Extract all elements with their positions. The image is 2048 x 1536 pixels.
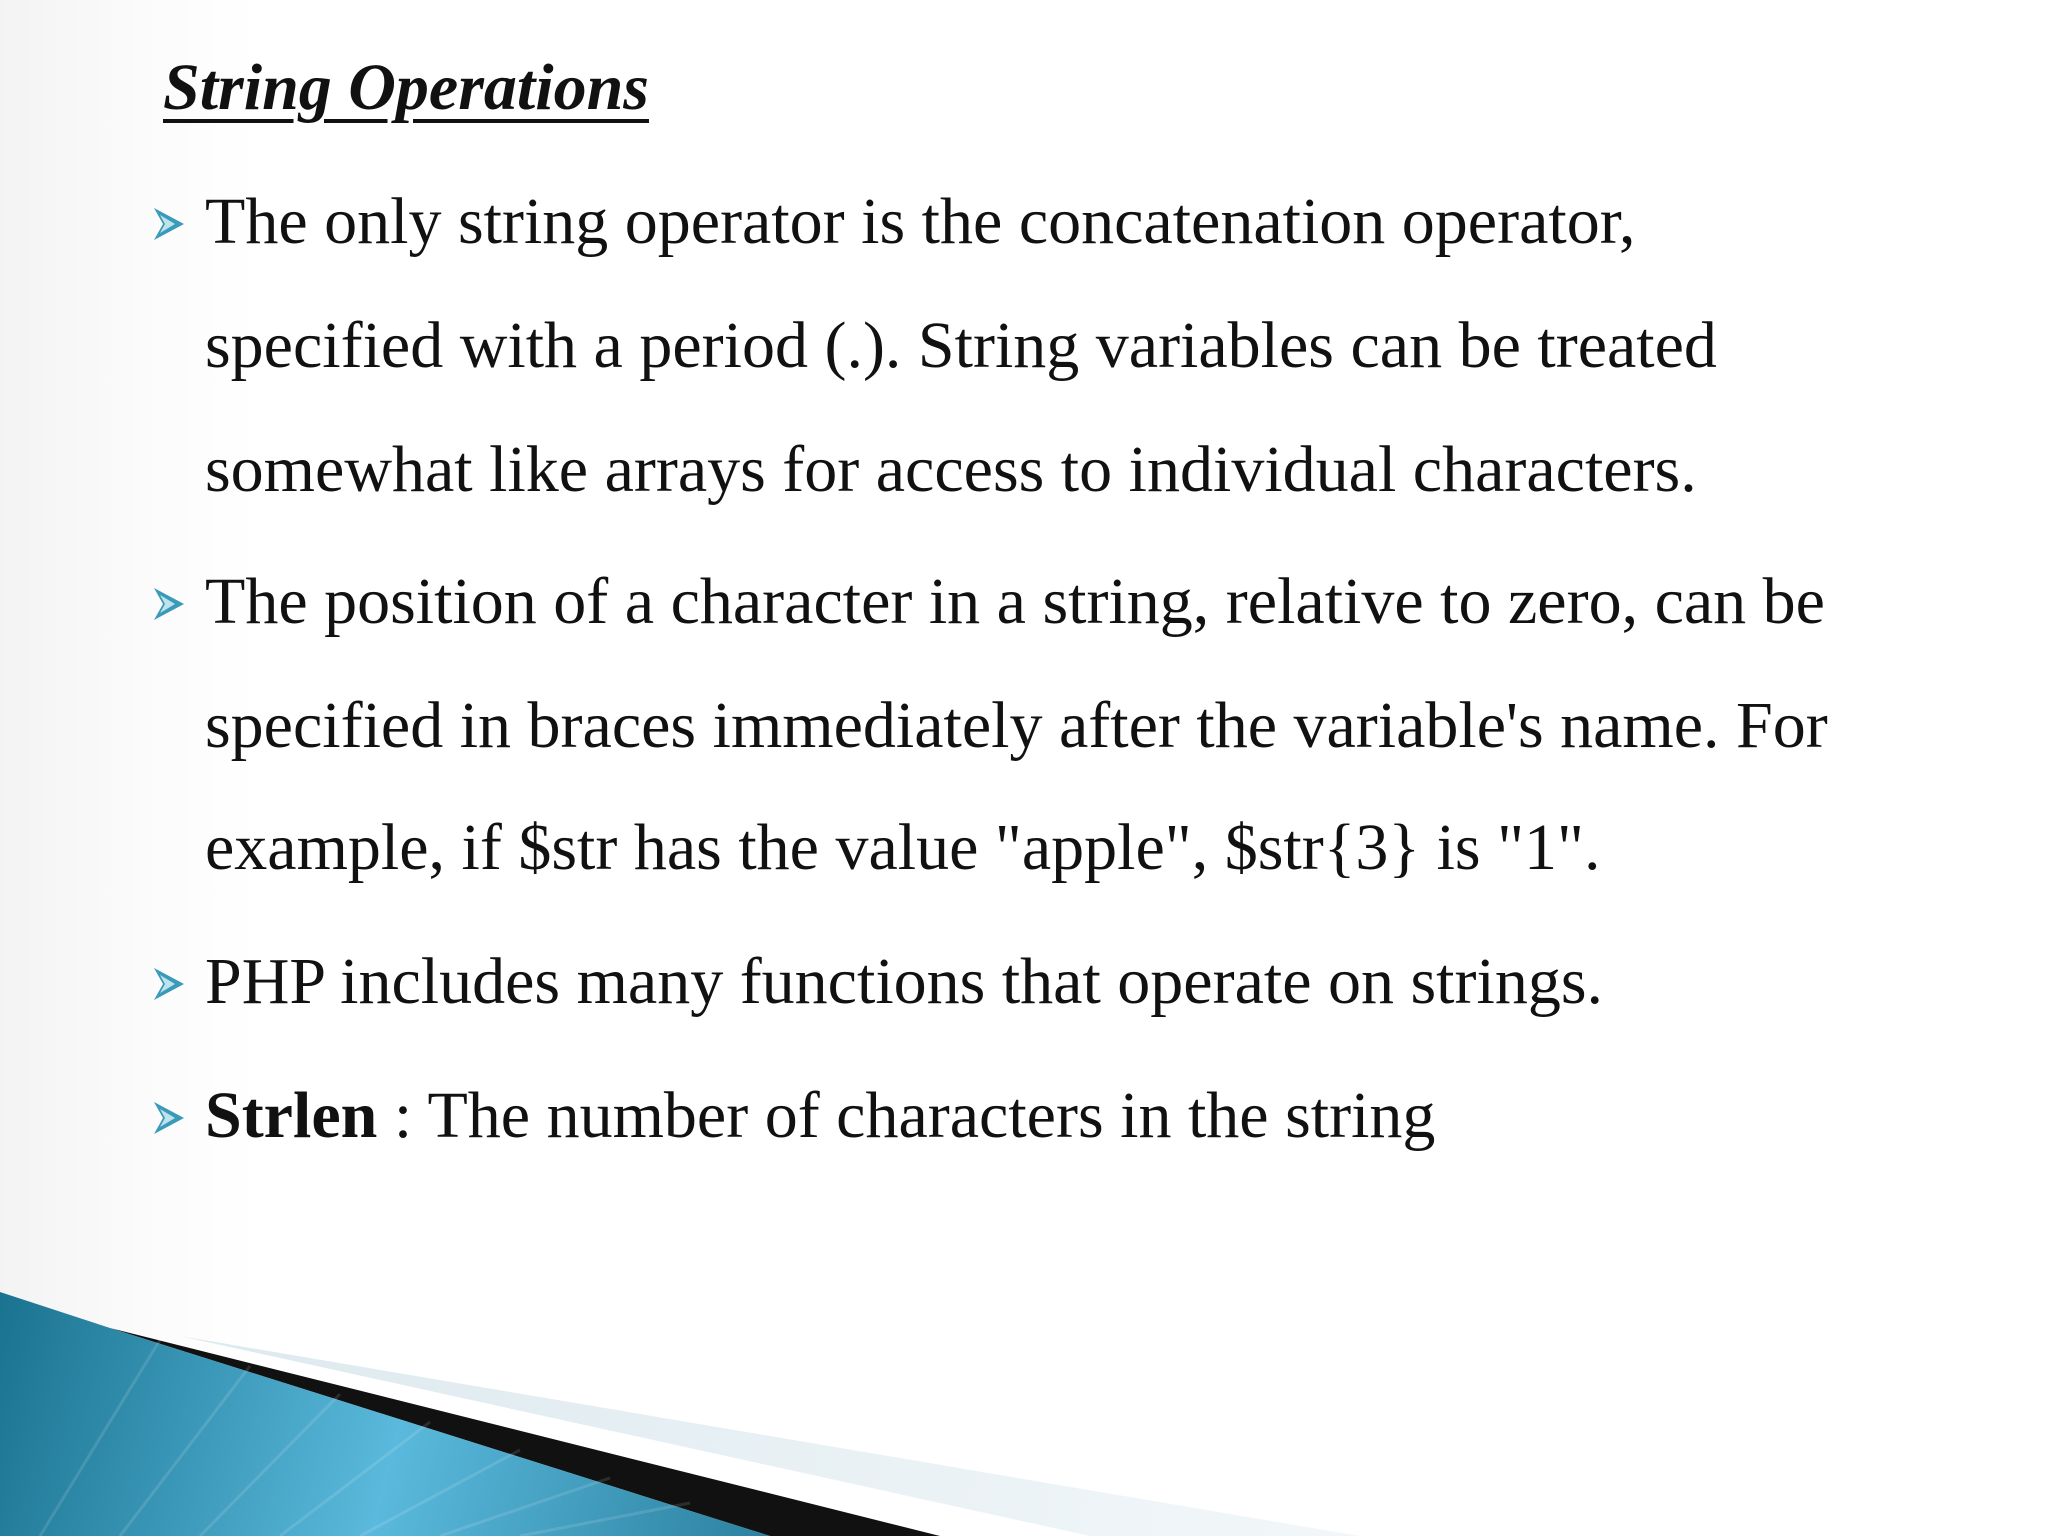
- bullet-3-line-1: PHP includes many functions that operate on strings.: [205, 945, 1604, 1018]
- function-name: Strlen: [205, 1079, 378, 1152]
- arrowhead-bullet-icon: [150, 586, 190, 622]
- arrowhead-bullet-icon: [150, 1100, 190, 1136]
- bullet-4-line-1: [205, 1076, 1435, 1156]
- bullet-2-line-1: The position of a character in a string, relative to zero, can be: [205, 565, 1825, 638]
- function-description: The number of characters in the string: [427, 1079, 1436, 1152]
- arrowhead-bullet-icon: [150, 966, 190, 1002]
- bullet-1-line-3: somewhat like arrays for access to individual characters.: [205, 433, 1697, 506]
- bullet-2-line-3: example, if $str has the value "apple", $str{3} is "1".: [205, 811, 1601, 884]
- term-separator: :: [377, 1079, 428, 1152]
- bullet-1-line-2: specified with a period (.). String variables can be treated: [205, 309, 1717, 382]
- arrowhead-bullet-icon: [150, 206, 190, 242]
- bullet-2-line-2: specified in braces immediately after the variable's name. For: [205, 689, 1828, 762]
- bullet-1-line-1: The only string operator is the concatenation operator,: [205, 185, 1636, 258]
- slide-title: String Operations: [163, 51, 649, 124]
